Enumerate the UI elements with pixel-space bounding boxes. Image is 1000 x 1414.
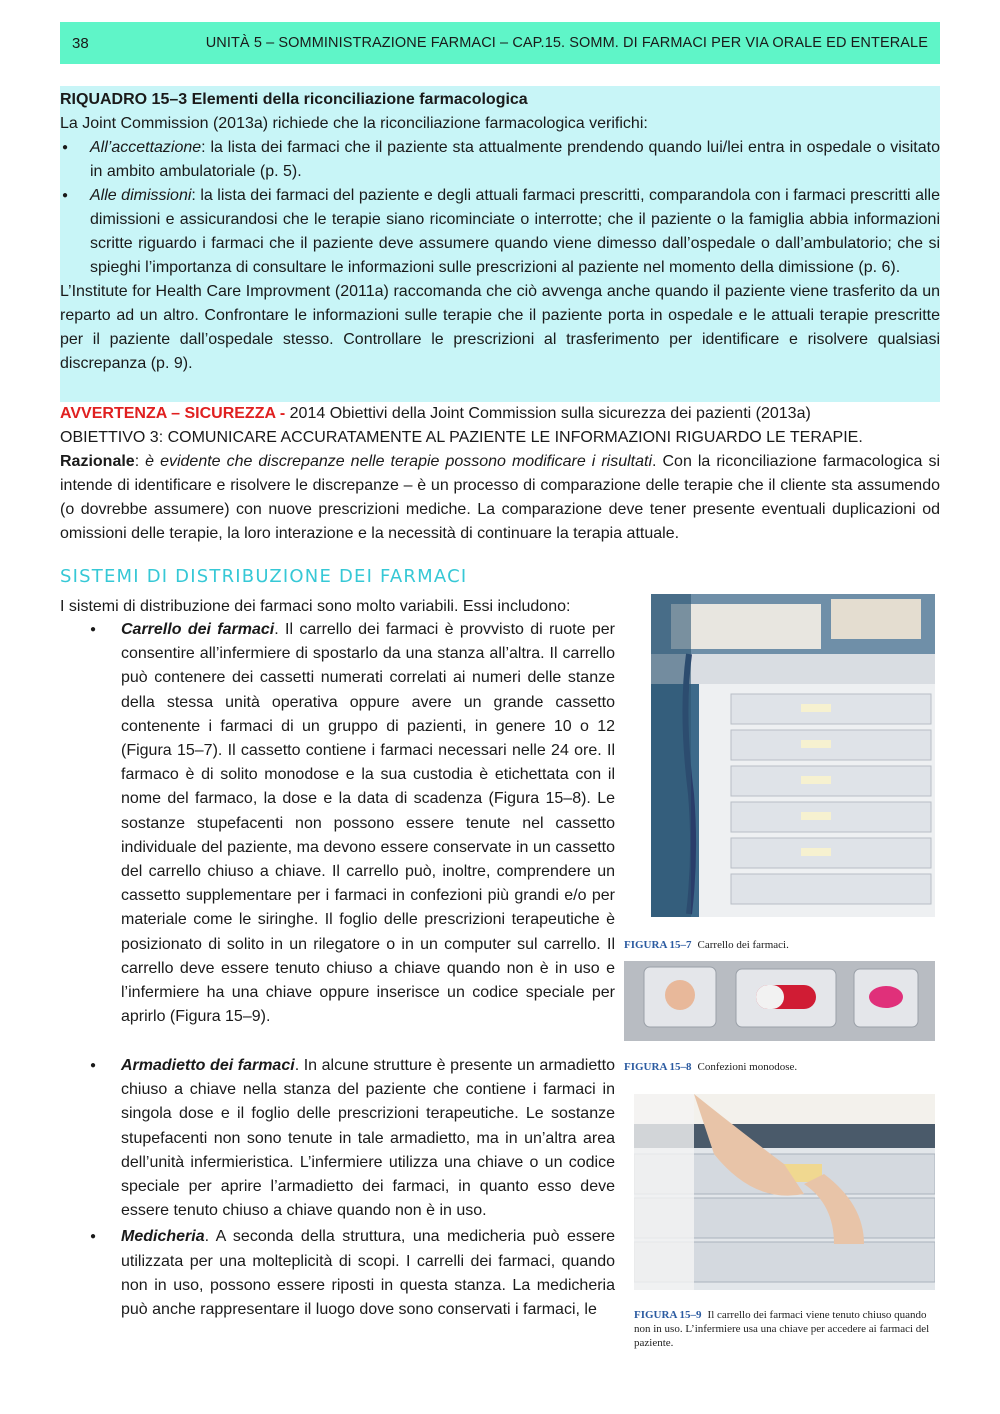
warning-section xyxy=(60,402,940,546)
figure-caption xyxy=(634,1308,940,1350)
item-lead: Medicheria xyxy=(121,1228,205,1246)
distribution-list xyxy=(90,618,615,1322)
cart-key-photo xyxy=(634,1094,935,1290)
warning-label: AVVERTENZA – SICUREZZA - xyxy=(60,405,286,422)
medication-cart-photo xyxy=(651,594,935,917)
section-title: SISTEMI DI DISTRIBUZIONE DEI FARMACI xyxy=(60,566,468,587)
warning-text: 2014 Obiettivi della Joint Commission sulla sicurezza dei pazienti (2013a) xyxy=(285,405,811,422)
box-intro: La Joint Commission (2013a) richiede che la riconciliazione farmacologica verifichi: xyxy=(60,115,648,132)
bullet-lead: Alle dimissioni xyxy=(90,187,192,204)
item-text: . A seconda della struttura, una medicheria può essere utilizzata per una molteplicità di scopi. I carrelli dei farmaci, quando non in uso, possono essere riposti in questa stanza. La medicheria può anche rappresentare il luogo dove sono conservati i farmaci, le xyxy=(121,1228,615,1319)
box-bullet-item xyxy=(60,136,940,184)
item-lead: Carrello dei farmaci xyxy=(121,621,275,638)
caption-text: Confezioni monodose. xyxy=(697,1061,798,1073)
item-text: . Il carrello dei farmaci è provvisto di ruote per consentire all’infermiere di spostarlo da una stanza all’altra. Il carrello può contenere dei cassetti numerati correlati ai numeri delle stanze della stessa unità operativa oppure avere un grande cassetto contenente i farmaci di un gruppo di pazienti, in genere 10 o 12 (Figura 15–7). Il cassetto contiene i farmaci necessari nelle 24 ore. Il farmaco è di solito monodose e la sua custodia è etichettata con il nome del farmaco, la dose e la data di scadenza (Figura 15–8). Le sostanze stupefacenti non possono essere tenute nel cassetto individuale del paziente, ma devono essere conservate in un cassetto del carrello chiuso a chiave. Il carrello può, inoltre, comprendere un cassetto supplementare per i farmaci in confezioni più grandi e/o per materiale come le siringhe. Il foglio delle prescrizioni terapeutiche è posizionato di solito in un rilegatore o in un computer sul carrello. Il carrello deve essere tenuto chiuso a chiave quando non è in uso e l’infermiere ha una chiave oppure inserisce un codice speciale per aprirlo (Figura 15–9). xyxy=(121,621,615,1026)
box-title: RIQUADRO 15–3 Elementi della riconciliazione farmacologica xyxy=(60,91,528,108)
bullet-text: : la lista dei farmaci che il paziente sta attualmente prendendo quando lui/lei entra in ospedale o visitato in ambito ambulatoriale (p. 5). xyxy=(90,139,940,180)
section-intro: I sistemi di distribuzione dei farmaci sono molto variabili. Essi includono: xyxy=(60,598,571,615)
item-text: . In alcune strutture è presente un armadietto chiuso a chiave nella stanza del paziente che contiene i farmaci in singola dose e il foglio delle prescrizioni terapeutiche. Le sostanze stupefacenti non sono tenute in tale armadietto, ma in un’altra area dell’unità infermieristica. L’infermiere utilizza una chiave o un codice speciale per aprire l’armadietto dei farmaci, in quanto esso deve essere tenuto chiuso a chiave quando non è in uso. xyxy=(121,1057,616,1220)
box-closing: L’Institute for Health Care Improvment (2011a) raccomanda che ciò avvenga anche quando il paziente viene trasferito da un reparto ad un altro. Confrontare le informazioni sulle terapie che il paziente porta in ospedale e le attuali terapie prescritte per il paziente dall’ospedale stesso. Controllare le prescrizioni al trasferimento per identificare e risolvere qualsiasi discrepanza (p. 9). xyxy=(60,283,940,372)
rationale-italic: è evidente che discrepanze nelle terapie possono modificare i risultati xyxy=(145,453,653,470)
figure-caption xyxy=(624,938,940,952)
caption-text: Il carrello dei farmaci viene tenuto chiuso quando non in uso. L’infermiere usa una chiave per accedere ai farmaci del paziente. xyxy=(634,1309,930,1349)
page-header xyxy=(60,22,940,64)
header-title: UNITÀ 5 – SOMMINISTRAZIONE FARMACI – CAP.15. SOMM. DI FARMACI PER VIA ORALE ED ENTERALE xyxy=(205,35,928,51)
figure-number: FIGURA 15–7 xyxy=(624,939,692,951)
list-item xyxy=(90,1054,615,1223)
list-item xyxy=(90,618,615,1054)
rationale-paragraph xyxy=(60,450,940,546)
figure-number: FIGURA 15–8 xyxy=(624,1061,692,1073)
figure-number: FIGURA 15–9 xyxy=(634,1309,702,1321)
objective-line: OBIETTIVO 3: COMUNICARE ACCURATAMENTE AL PAZIENTE LE INFORMAZIONI RIGUARDO LE TERAPIE. xyxy=(60,429,863,446)
riquadro-box xyxy=(60,86,940,402)
rationale-text: . Con la riconciliazione farmacologica si intende di identificare e risolvere le discrepanze – è un processo di comparazione delle terapie che il cliente sta assumendo (o dovrebbe assumere) con nuove prescrizioni mediche. La comparazione deve tener presente eventuali duplicazioni od omissioni delle terapie, la loro interazione e la necessità di continuare la terapia attuale. xyxy=(60,453,941,542)
figure-caption xyxy=(624,1060,940,1074)
bullet-lead: All’accettazione xyxy=(90,139,202,156)
caption-text: Carrello dei farmaci. xyxy=(697,939,789,951)
bullet-text: : la lista dei farmaci del paziente e degli attuali farmaci prescritti, comparandola con i farmaci prescritti alle dimissioni e assicurandosi che le terapie siano ricominciate o interrotte; che il paziente o la famiglia abbia informazioni scritte riguardo i farmaci che il paziente deve assumere quando viene dimesso dall’ospedale o dall’ambulatorio; che si spieghi l’importanza di consultare le informazioni sulle prescrizioni al paziente nel momento della dimissione (p. 6). xyxy=(90,187,940,276)
rationale-label: Razionale xyxy=(60,453,135,470)
box-bullet-item xyxy=(60,184,940,280)
list-item xyxy=(90,1225,615,1322)
box-bullet-list xyxy=(60,136,940,280)
rationale-colon: : xyxy=(134,453,146,470)
warning-line xyxy=(60,402,940,426)
page-number: 38 xyxy=(72,34,89,52)
item-lead: Armadietto dei farmaci xyxy=(121,1057,295,1074)
unit-dose-packages-photo xyxy=(624,961,935,1041)
